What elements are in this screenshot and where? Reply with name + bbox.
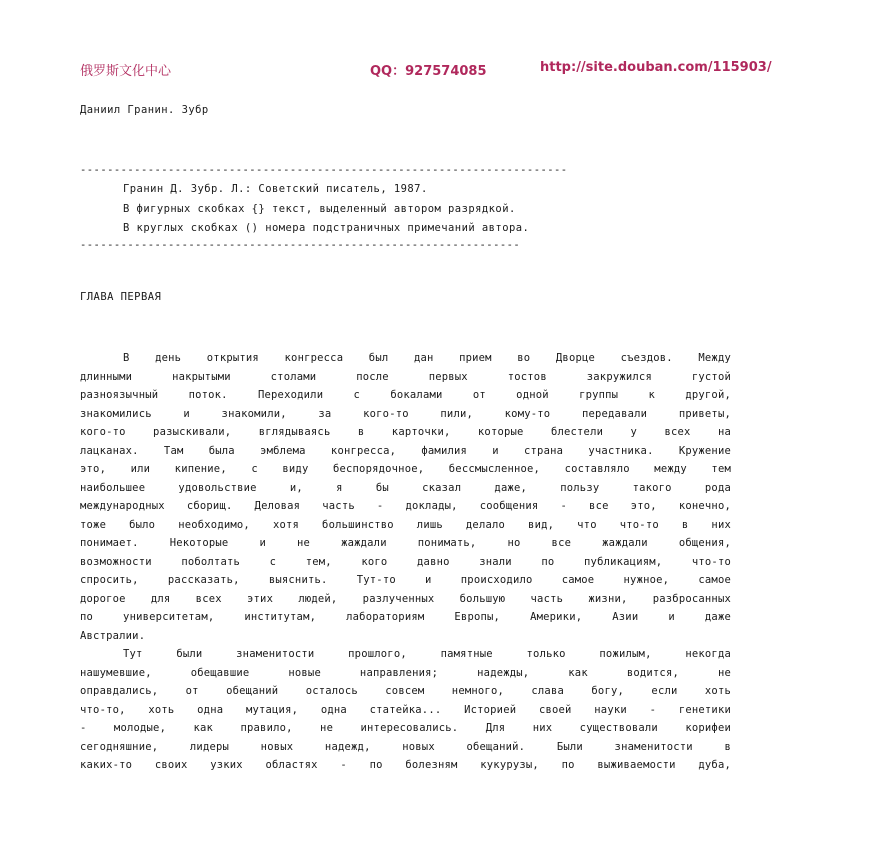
meta-line-parens: В круглых скобках () номера подстраничных примечаний автора. [123, 222, 530, 234]
body-line: наибольшее удовольствие и, я бы сказал даже, пользу такого рода [80, 481, 731, 494]
body-line: дорогое для всех этих людей, разлученных большую часть жизни, разбросанных [80, 592, 731, 605]
body-line: понимает. Некоторые и не жаждали понимать, но все жаждали общения, [80, 537, 731, 549]
body-line: оправдались, от обещаний осталось совсем немного, слава богу, если хоть [80, 685, 731, 697]
body-line: спросить, рассказать, выяснить. Тут-то и происходило самое нужное, самое [80, 574, 731, 586]
body-line: - молодые, как правило, не интересовались. Для них существовали корифеи [80, 722, 731, 734]
chapter-body [80, 349, 731, 775]
separator-bottom: ----------------------------------------------------------------- [80, 239, 521, 251]
qq-contact: QQ：927574085 [370, 64, 487, 79]
meta-line-braces: В фигурных скобках {} текст, выделенный автором разрядкой. [123, 203, 516, 215]
body-line: длинными накрытыми столами после первых тостов закружился густой [80, 370, 731, 383]
body-line: возможности поболтать с тем, кого давно знали по публикациям, что-то [80, 555, 731, 568]
body-line: сегодняшние, лидеры новых надежд, новых обещаний. Были знаменитости в [80, 740, 731, 753]
body-line: знакомились и знакомили, за кого-то пили, кому-то передавали приветы, [80, 407, 731, 420]
site-name-header: 俄罗斯文化中心 [80, 64, 172, 79]
chapter-heading: ГЛАВА ПЕРВАЯ [80, 291, 162, 303]
body-line: кого-то разыскивали, вглядываясь в карточки, которые блестели у всех на [80, 426, 731, 438]
body-line: тоже было необходимо, хотя большинство лишь делало вид, что что-то в них [80, 518, 731, 531]
body-line: каких-то своих узких областях - по болезням кукурузы, по выживаемости дуба, [80, 759, 731, 771]
site-url: http://site.douban.com/115903/ [540, 60, 772, 75]
document-title: Даниил Гранин. Зубр [80, 104, 209, 116]
body-line: Тут были знаменитости прошлого, памятные только пожилым, некогда [123, 648, 731, 660]
body-line: Австралии. [80, 629, 146, 642]
body-line: международных сборищ. Деловая часть - доклады, сообщения - все это, конечно, [80, 500, 731, 512]
body-line: разноязычный поток. Переходили с бокалами от одной группы к другой, [80, 389, 731, 401]
meta-line-source: Гранин Д. Зубр. Л.: Советский писатель, 1987. [123, 183, 428, 195]
body-line: нашумевшие, обещавшие новые направления; надежды, как водится, не [80, 666, 731, 679]
body-line: что-то, хоть одна мутация, одна статейка... Историей своей науки - генетики [80, 703, 731, 716]
body-line: это, или кипение, с виду беспорядочное, бессмысленное, составляло между тем [80, 463, 731, 475]
body-line: лацканах. Там была эмблема конгресса, фамилия и страна участника. Кружение [80, 444, 731, 457]
body-line: по университетам, институтам, лабораториям Европы, Америки, Азии и даже [80, 611, 731, 623]
body-line: В день открытия конгресса был дан прием во Дворце съездов. Между [123, 352, 731, 364]
separator-top: ------------------------------------------------------------------------ [80, 164, 568, 176]
